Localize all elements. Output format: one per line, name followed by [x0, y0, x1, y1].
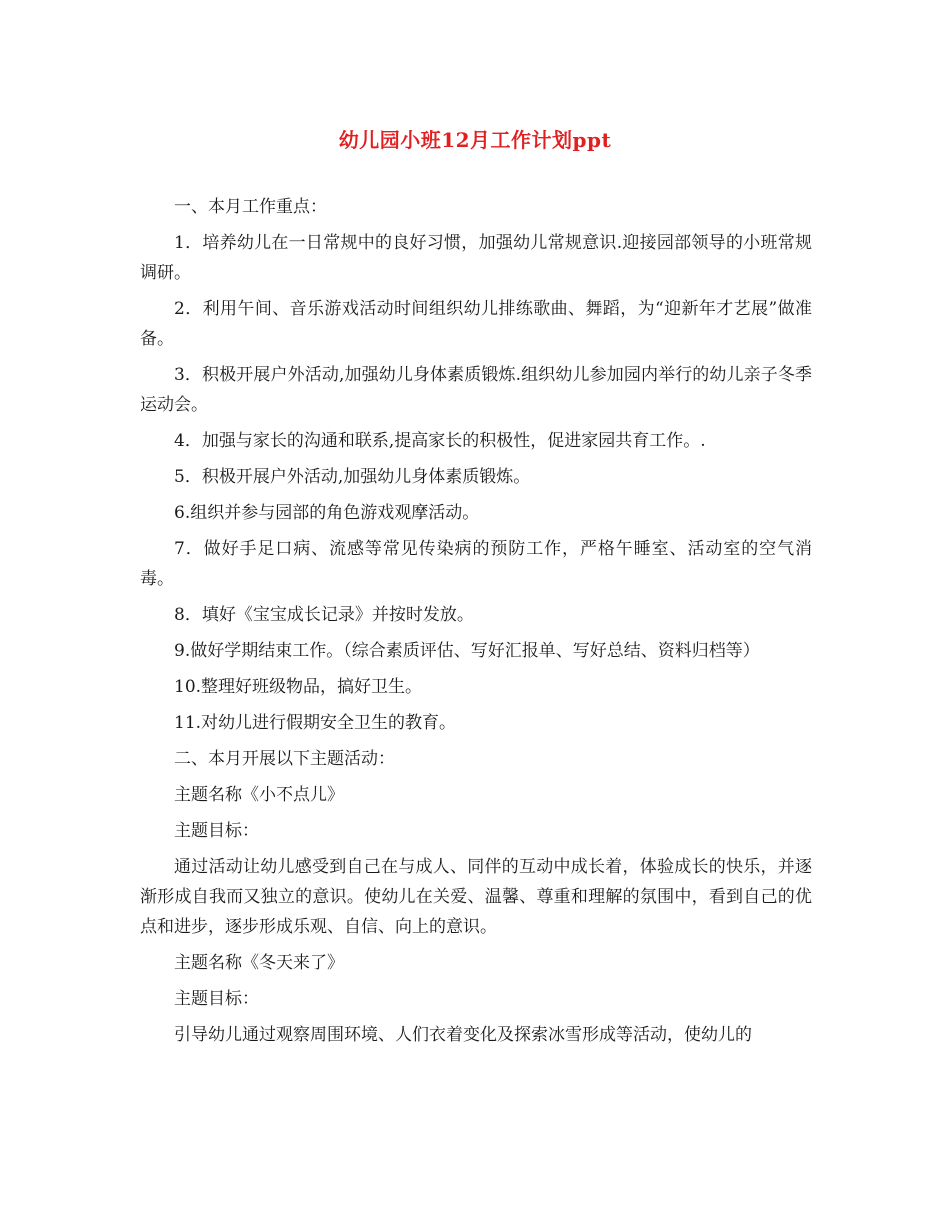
document-body: [140, 192, 812, 1056]
list-item: 8．填好《宝宝成长记录》并按时发放。: [174, 605, 474, 625]
theme-goal-text: 引导幼儿通过观察周围环境、人们衣着变化及探索冰雪形成等活动，使幼儿的: [174, 1025, 752, 1045]
list-item: 1．培养幼儿在一日常规中的良好习惯，加强幼儿常规意识.迎接园部领导的小班常规调研。: [140, 233, 812, 283]
section-heading-themes: 二、本月开展以下主题活动：: [174, 749, 395, 769]
theme-goal-label: 主题目标：: [174, 821, 259, 841]
theme-name: 主题名称《小不点儿》: [174, 785, 344, 805]
list-item: 9.做好学期结束工作。（综合素质评估、写好汇报单、写好总结、资料归档等）: [174, 641, 760, 661]
list-item: 11.对幼儿进行假期安全卫生的教育。: [174, 713, 457, 733]
list-item: 3．积极开展户外活动,加强幼儿身体素质锻炼.组织幼儿参加园内举行的幼儿亲子冬季运动会。: [140, 365, 812, 415]
section-heading-focus: 一、本月工作重点：: [174, 197, 327, 217]
list-item: 7．做好手足口病、流感等常见传染病的预防工作，严格午睡室、活动室的空气消毒。: [140, 539, 812, 589]
theme-goal-text: 通过活动让幼儿感受到自己在与成人、同伴的互动中成长着，体验成长的快乐，并逐渐形成自我而又独立的意识。使幼儿在关爱、温馨、尊重和理解的氛围中，看到自己的优点和进步，逐步形成乐观、自信、向上的意识。: [140, 857, 812, 937]
list-item: 6.组织并参与园部的角色游戏观摩活动。: [174, 503, 480, 523]
list-item: 10.整理好班级物品，搞好卫生。: [174, 677, 423, 697]
list-item: 5．积极开展户外活动,加强幼儿身体素质锻炼。: [174, 467, 531, 487]
list-item: 4．加强与家长的沟通和联系,提高家长的积极性，促进家园共育工作。.: [174, 431, 706, 451]
theme-goal-label: 主题目标：: [174, 989, 259, 1009]
document-title: 幼儿园小班12月工作计划ppt: [338, 128, 612, 152]
list-item: 2．利用午间、音乐游戏活动时间组织幼儿排练歌曲、舞蹈，为“迎新年才艺展”做准备。: [140, 299, 812, 349]
theme-name: 主题名称《冬天来了》: [174, 953, 344, 973]
